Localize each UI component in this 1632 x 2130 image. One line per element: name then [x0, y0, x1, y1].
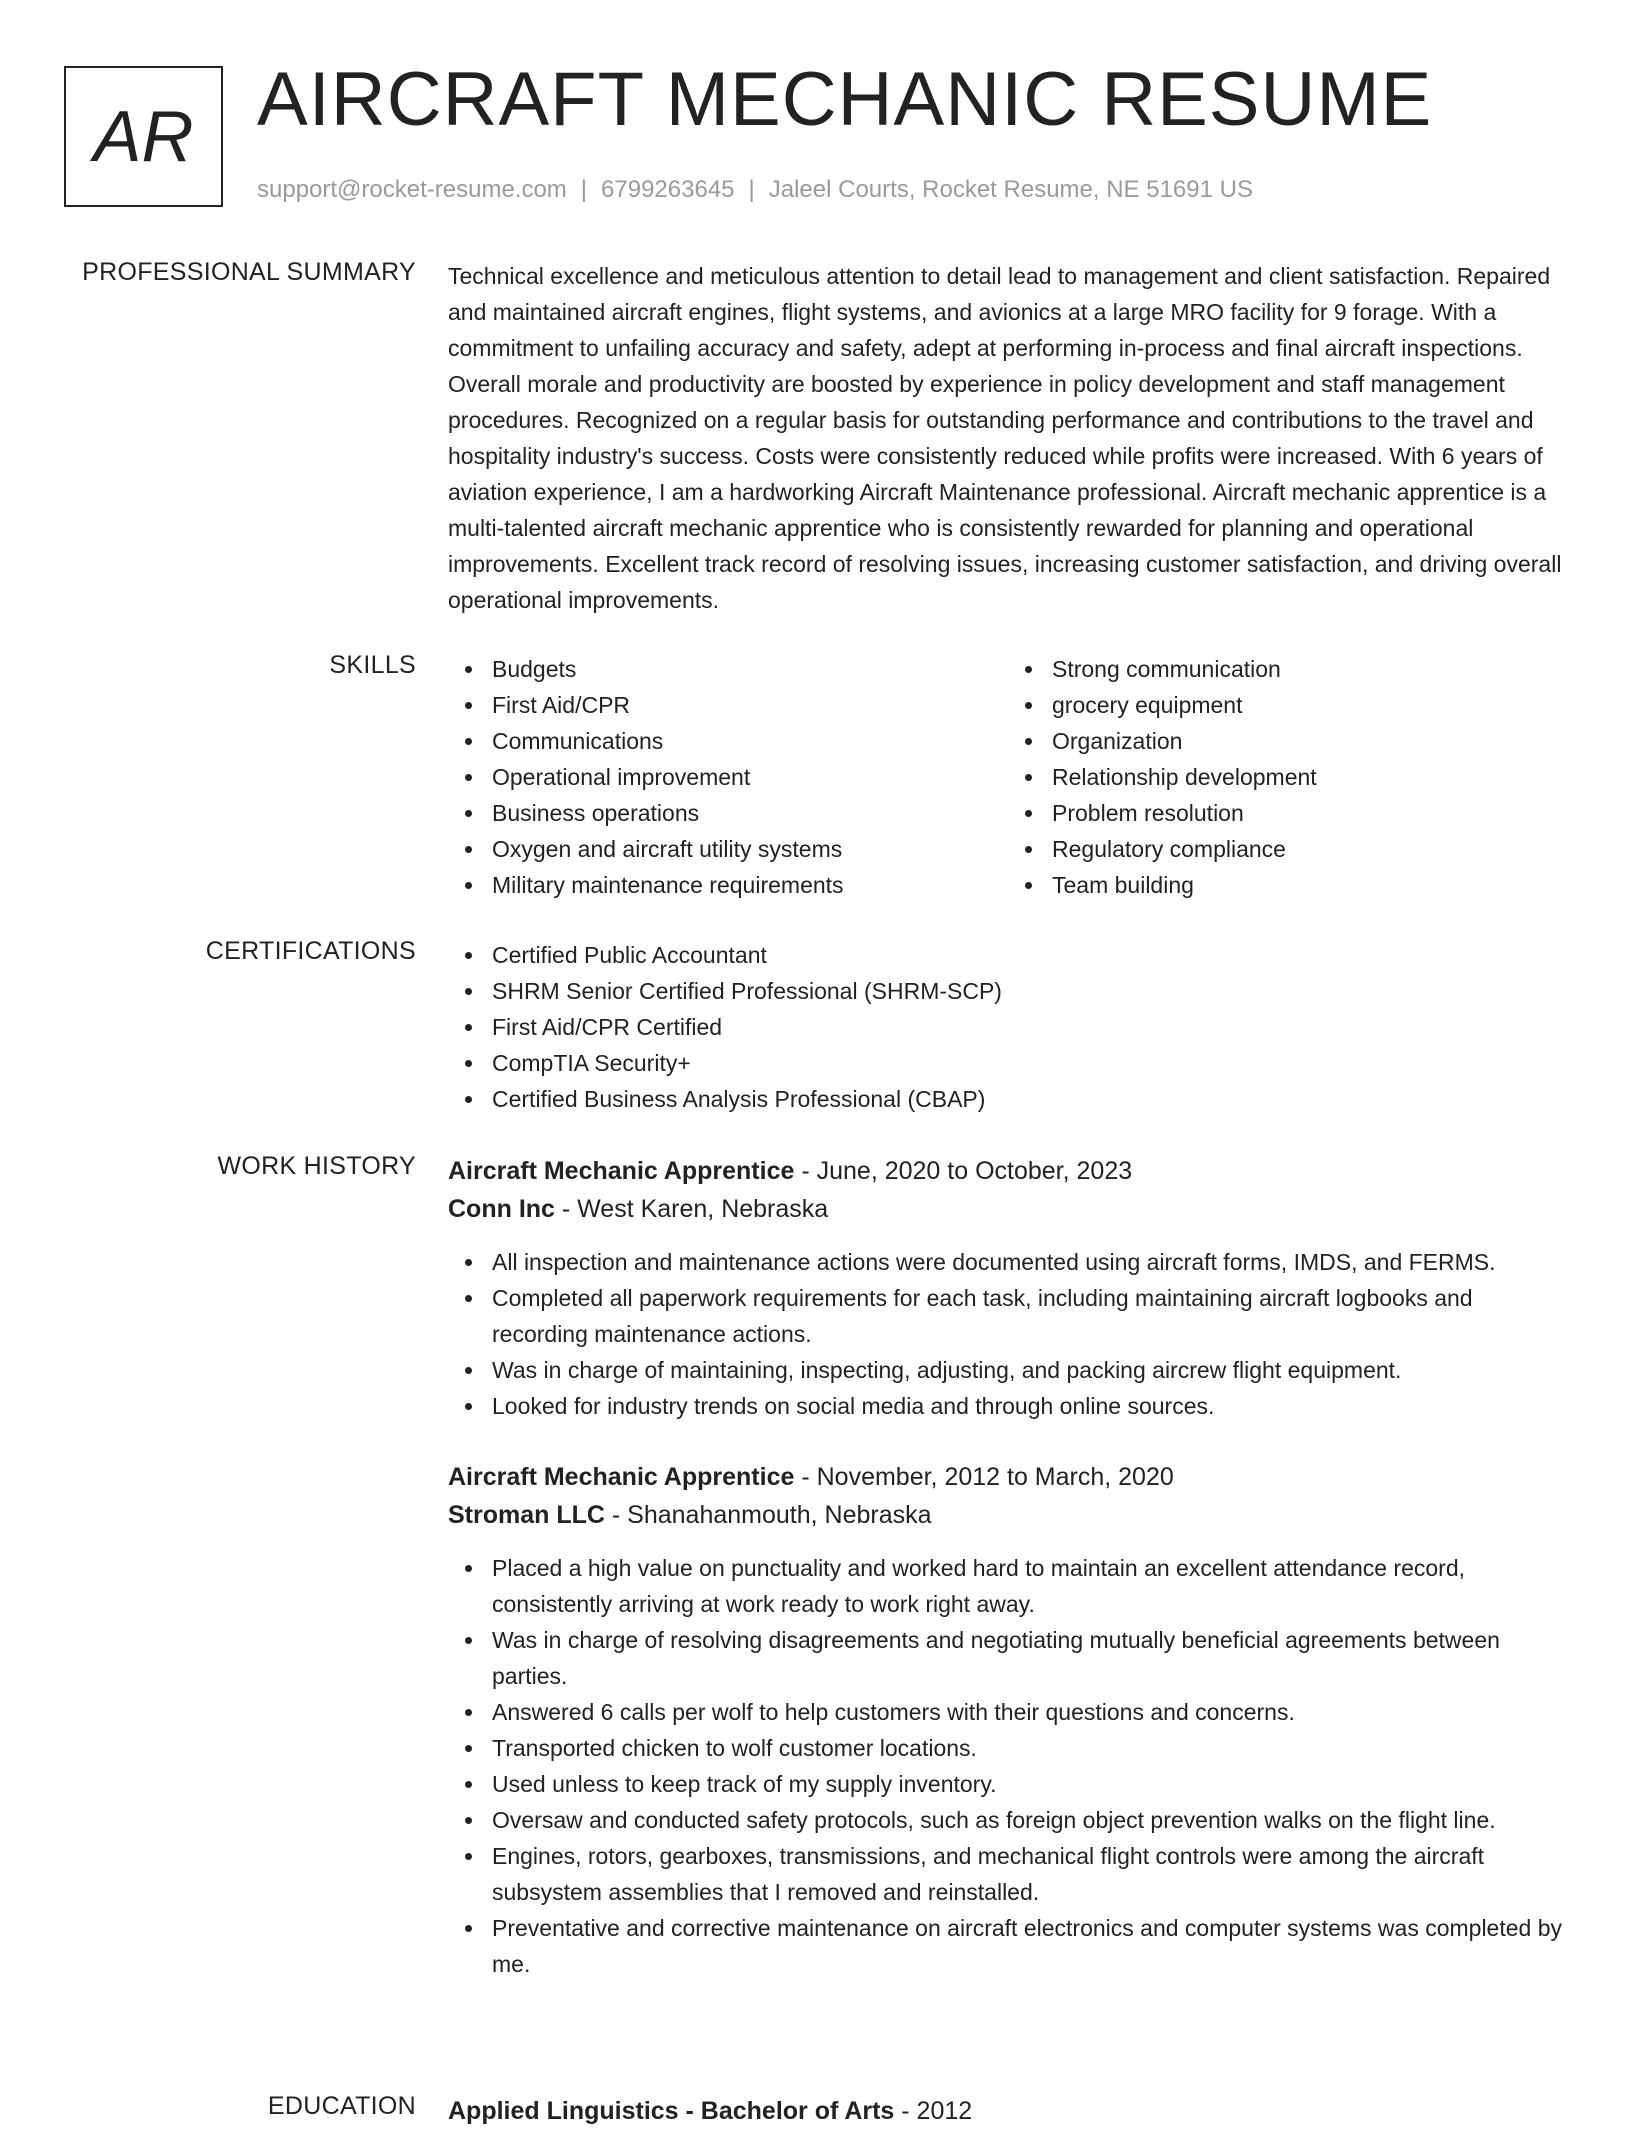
- job-duty: Used unless to keep track of my supply inventory.: [492, 1766, 1568, 1802]
- job-duty: Completed all paperwork requirements for each task, including maintaining aircraft logbooks and recording maintenance actions.: [492, 1280, 1568, 1352]
- skill-item: Business operations: [492, 795, 1008, 831]
- skill-item: Communications: [492, 723, 1008, 759]
- job-title-line: [448, 1458, 1568, 1496]
- job-duties-list: [448, 1550, 1568, 1982]
- job-duty: All inspection and maintenance actions were documented using aircraft forms, IMDS, and FERMS.: [492, 1244, 1568, 1280]
- certification-item: SHRM Senior Certified Professional (SHRM-SCP): [492, 973, 1568, 1009]
- job-location: - West Karen, Nebraska: [554, 1195, 829, 1223]
- contact-separator: |: [580, 176, 588, 203]
- job-company-line: [448, 1496, 1568, 1534]
- contact-separator: |: [748, 176, 755, 203]
- skill-item: Problem resolution: [1052, 795, 1568, 831]
- section-label-work-history: WORK HISTORY: [217, 1152, 416, 1180]
- job-duty: Engines, rotors, gearboxes, transmissions, and mechanical flight controls were among the aircraft subsystem assemblies that I removed and reinstalled.: [492, 1838, 1568, 1910]
- job-company: Stroman LLC: [448, 1501, 605, 1529]
- skill-item: Operational improvement: [492, 759, 1008, 795]
- education-year: - 2012: [894, 2097, 973, 2125]
- job-duty: Looked for industry trends on social media and through online sources.: [492, 1388, 1568, 1424]
- job-title-line: [448, 1152, 1568, 1190]
- job-title: Aircraft Mechanic Apprentice: [448, 1157, 795, 1185]
- certification-item: CompTIA Security+: [492, 1045, 1568, 1081]
- skill-item: Oxygen and aircraft utility systems: [492, 831, 1008, 867]
- monogram-initials: AR: [93, 96, 194, 177]
- resume-title: AIRCRAFT MECHANIC RESUME: [257, 57, 1433, 142]
- job-company: Conn Inc: [448, 1195, 555, 1223]
- contact-phone: 6799263645: [601, 176, 735, 203]
- skill-item: Strong communication: [1052, 651, 1568, 687]
- skill-item: Team building: [1052, 867, 1568, 903]
- section-label-skills: SKILLS: [329, 651, 416, 679]
- contact-address: Jaleel Courts, Rocket Resume, NE 51691 US: [768, 176, 1253, 203]
- skills-list-left: [448, 651, 1008, 903]
- skill-item: Regulatory compliance: [1052, 831, 1568, 867]
- job-location: - Shanahanmouth, Nebraska: [604, 1501, 932, 1529]
- contact-line: [257, 176, 1253, 204]
- job-dates: - June, 2020 to October, 2023: [794, 1157, 1133, 1185]
- contact-email: support@rocket-resume.com: [257, 176, 567, 203]
- skill-item: Budgets: [492, 651, 1008, 687]
- job-entry: [448, 1458, 1568, 1982]
- certification-item: Certified Public Accountant: [492, 937, 1568, 973]
- job-title: Aircraft Mechanic Apprentice: [448, 1463, 795, 1491]
- job-duty: Transported chicken to wolf customer locations.: [492, 1730, 1568, 1766]
- certifications-list: [448, 937, 1568, 1117]
- section-label-education: EDUCATION: [267, 2092, 416, 2120]
- skill-item: grocery equipment: [1052, 687, 1568, 723]
- skill-item: Military maintenance requirements: [492, 867, 1008, 903]
- job-duty: Oversaw and conducted safety protocols, such as foreign object prevention walks on the flight line.: [492, 1802, 1568, 1838]
- education-degree: Applied Linguistics - Bachelor of Arts: [448, 2097, 895, 2125]
- job-duty: Answered 6 calls per wolf to help customers with their questions and concerns.: [492, 1694, 1568, 1730]
- skill-item: Relationship development: [1052, 759, 1568, 795]
- section-label-summary: PROFESSIONAL SUMMARY: [82, 258, 416, 286]
- skill-item: Organization: [1052, 723, 1568, 759]
- skill-item: First Aid/CPR: [492, 687, 1008, 723]
- job-duty: Placed a high value on punctuality and worked hard to maintain an excellent attendance record, consistently arriving at work ready to work right away.: [492, 1550, 1568, 1622]
- monogram-logo: [64, 66, 223, 207]
- certification-item: Certified Business Analysis Professional (CBAP): [492, 1081, 1568, 1117]
- job-duty: Was in charge of maintaining, inspecting, adjusting, and packing aircrew flight equipment.: [492, 1352, 1568, 1388]
- job-duties-list: [448, 1244, 1568, 1424]
- education-line: [448, 2092, 1568, 2130]
- certification-item: First Aid/CPR Certified: [492, 1009, 1568, 1045]
- job-entry: [448, 1152, 1568, 1424]
- job-dates: - November, 2012 to March, 2020: [794, 1463, 1174, 1491]
- section-label-certifications: CERTIFICATIONS: [205, 937, 416, 965]
- summary-text: Technical excellence and meticulous attention to detail lead to management and client satisfaction. Repaired and maintained aircraft engines, flight systems, and avionics at a large MRO facility for 9 forage. With a commitment to unfailing accuracy and safety, adept at performing in-process and final aircraft inspections. Overall morale and productivity are boosted by experience in policy development and staff management procedures. Recognized on a regular basis for outstanding performance and contributions to the travel and hospitality industry's success. Costs were consistently reduced while profits were increased. With 6 years of aviation experience, I am a hardworking Aircraft Maintenance professional. Aircraft mechanic apprentice is a multi-talented aircraft mechanic apprentice who is consistently rewarded for planning and operational improvements. Excellent track record of resolving issues, increasing customer satisfaction, and driving overall operational improvements.: [448, 263, 1562, 613]
- job-duty: Preventative and corrective maintenance on aircraft electronics and computer systems was completed by me.: [492, 1910, 1568, 1982]
- job-company-line: [448, 1190, 1568, 1228]
- skills-list-right: [1008, 651, 1568, 903]
- job-duty: Was in charge of resolving disagreements and negotiating mutually beneficial agreements between parties.: [492, 1622, 1568, 1694]
